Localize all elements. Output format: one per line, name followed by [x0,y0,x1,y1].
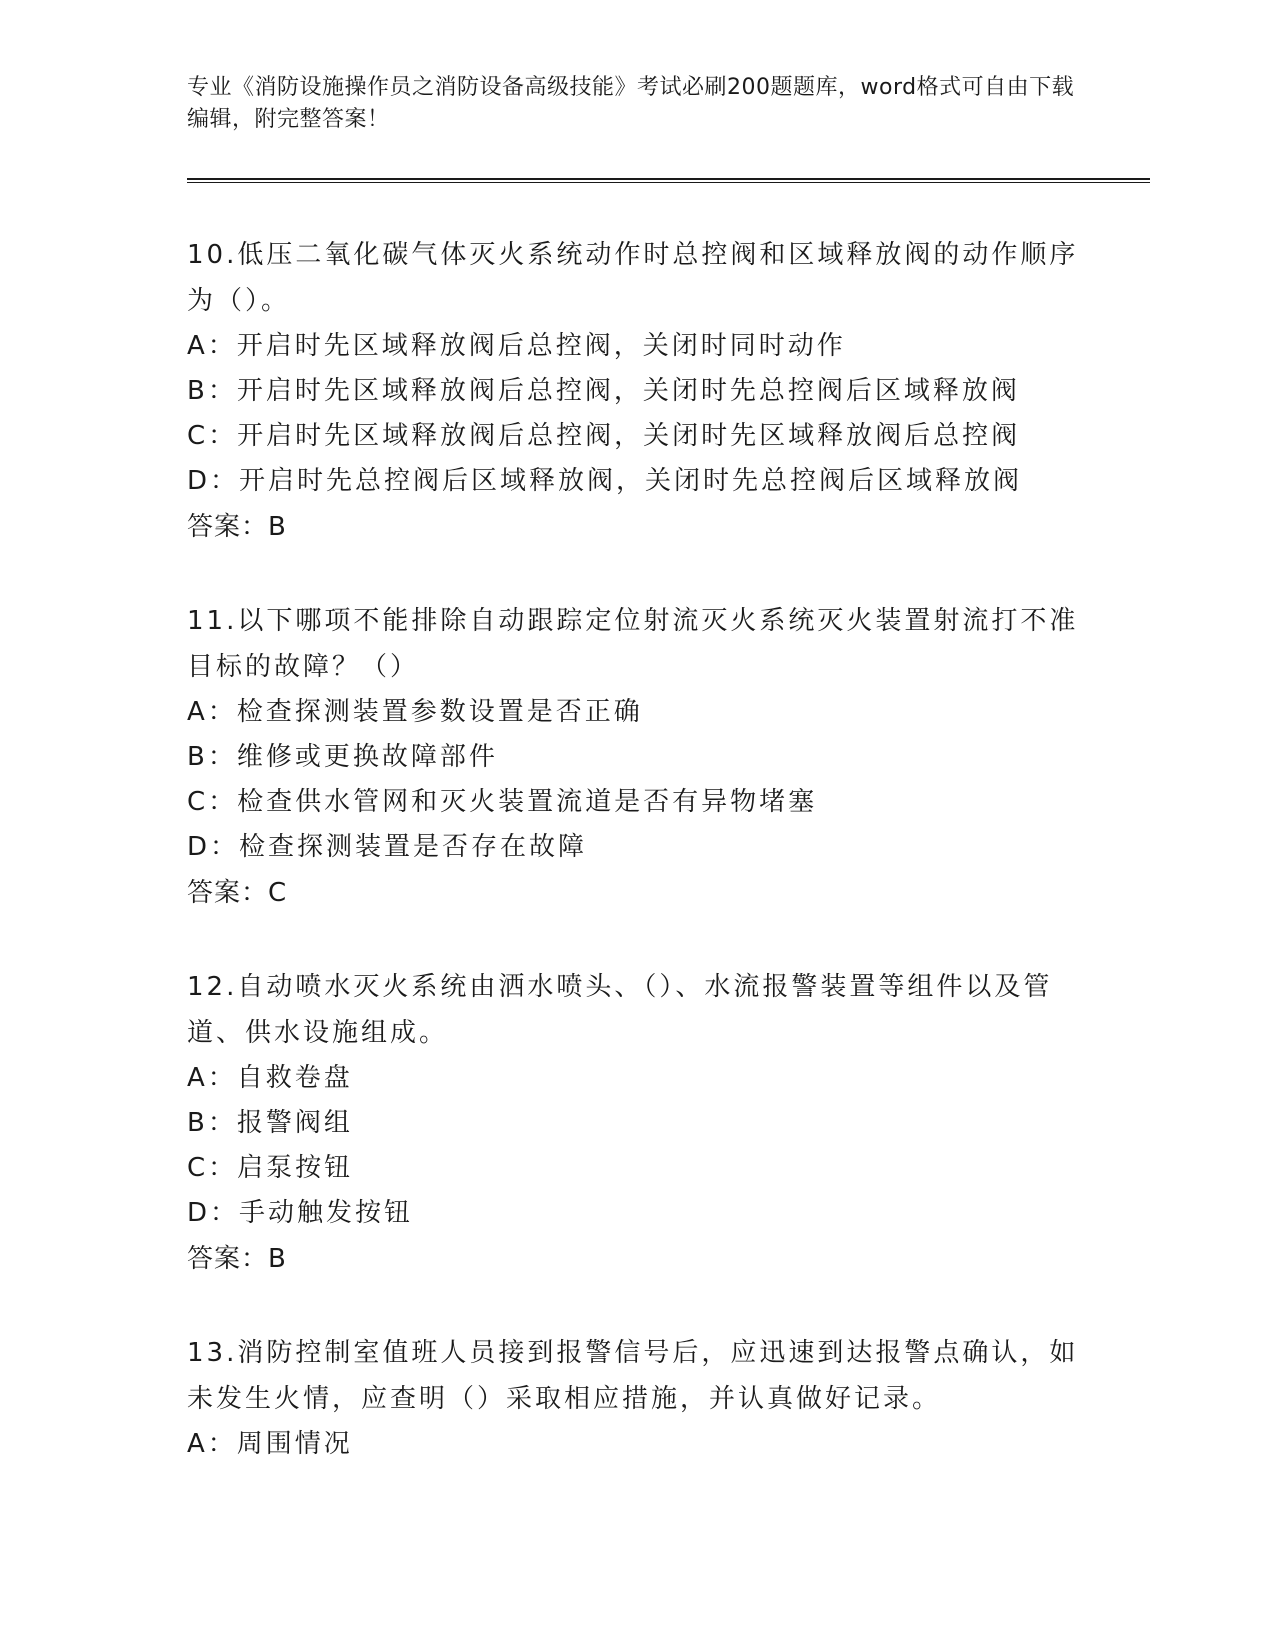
answer-line: 答案：C [187,878,288,908]
option-d: D：手动触发按钮 [187,1198,414,1228]
question-13 [187,1330,1087,1467]
option-b: B：维修或更换故障部件 [187,742,498,772]
option-d: D：检查探测装置是否存在故障 [187,832,588,862]
option-b: B：开启时先区域释放阀后总控阀，关闭时先总控阀后区域释放阀 [187,376,1020,406]
option-b: B：报警阀组 [187,1108,353,1138]
answer-line: 答案：B [187,1244,287,1274]
question-11 [187,598,1087,916]
option-d: D：开启时先总控阀后区域释放阀，关闭时先总控阀后区域释放阀 [187,466,1023,496]
option-c: C：检查供水管网和灭火装置流道是否有异物堵塞 [187,787,818,817]
question-stem: 11.以下哪项不能排除自动跟踪定位射流灭火系统灭火装置射流打不准目标的故障？（） [187,606,1079,682]
header-divider-thick [187,178,1150,180]
option-c: C：启泵按钮 [187,1153,354,1183]
option-a: A：检查探测装置参数设置是否正确 [187,697,643,727]
question-stem: 13.消防控制室值班人员接到报警信号后，应迅速到达报警点确认，如未发生火情，应查明（）采取相应措施，并认真做好记录。 [187,1338,1079,1414]
document-header: 专业《消防设施操作员之消防设备高级技能》考试必刷200题题库，word格式可自由下载编辑，附完整答案！ [187,75,1075,132]
question-stem: 10.低压二氧化碳气体灭火系统动作时总控阀和区域释放阀的动作顺序为（）。 [187,240,1079,316]
header-divider-thin [187,182,1150,183]
question-10 [187,232,1087,550]
option-a: A：周围情况 [187,1429,353,1459]
option-c: C：开启时先区域释放阀后总控阀，关闭时先区域释放阀后总控阀 [187,421,1021,451]
option-a: A：自救卷盘 [187,1063,353,1093]
option-a: A：开启时先区域释放阀后总控阀，关闭时同时动作 [187,331,846,361]
question-list [187,232,1087,1515]
question-12 [187,964,1087,1282]
question-stem: 12.自动喷水灭火系统由洒水喷头、（）、水流报警装置等组件以及管道、供水设施组成。 [187,972,1053,1048]
answer-line: 答案：B [187,512,287,542]
